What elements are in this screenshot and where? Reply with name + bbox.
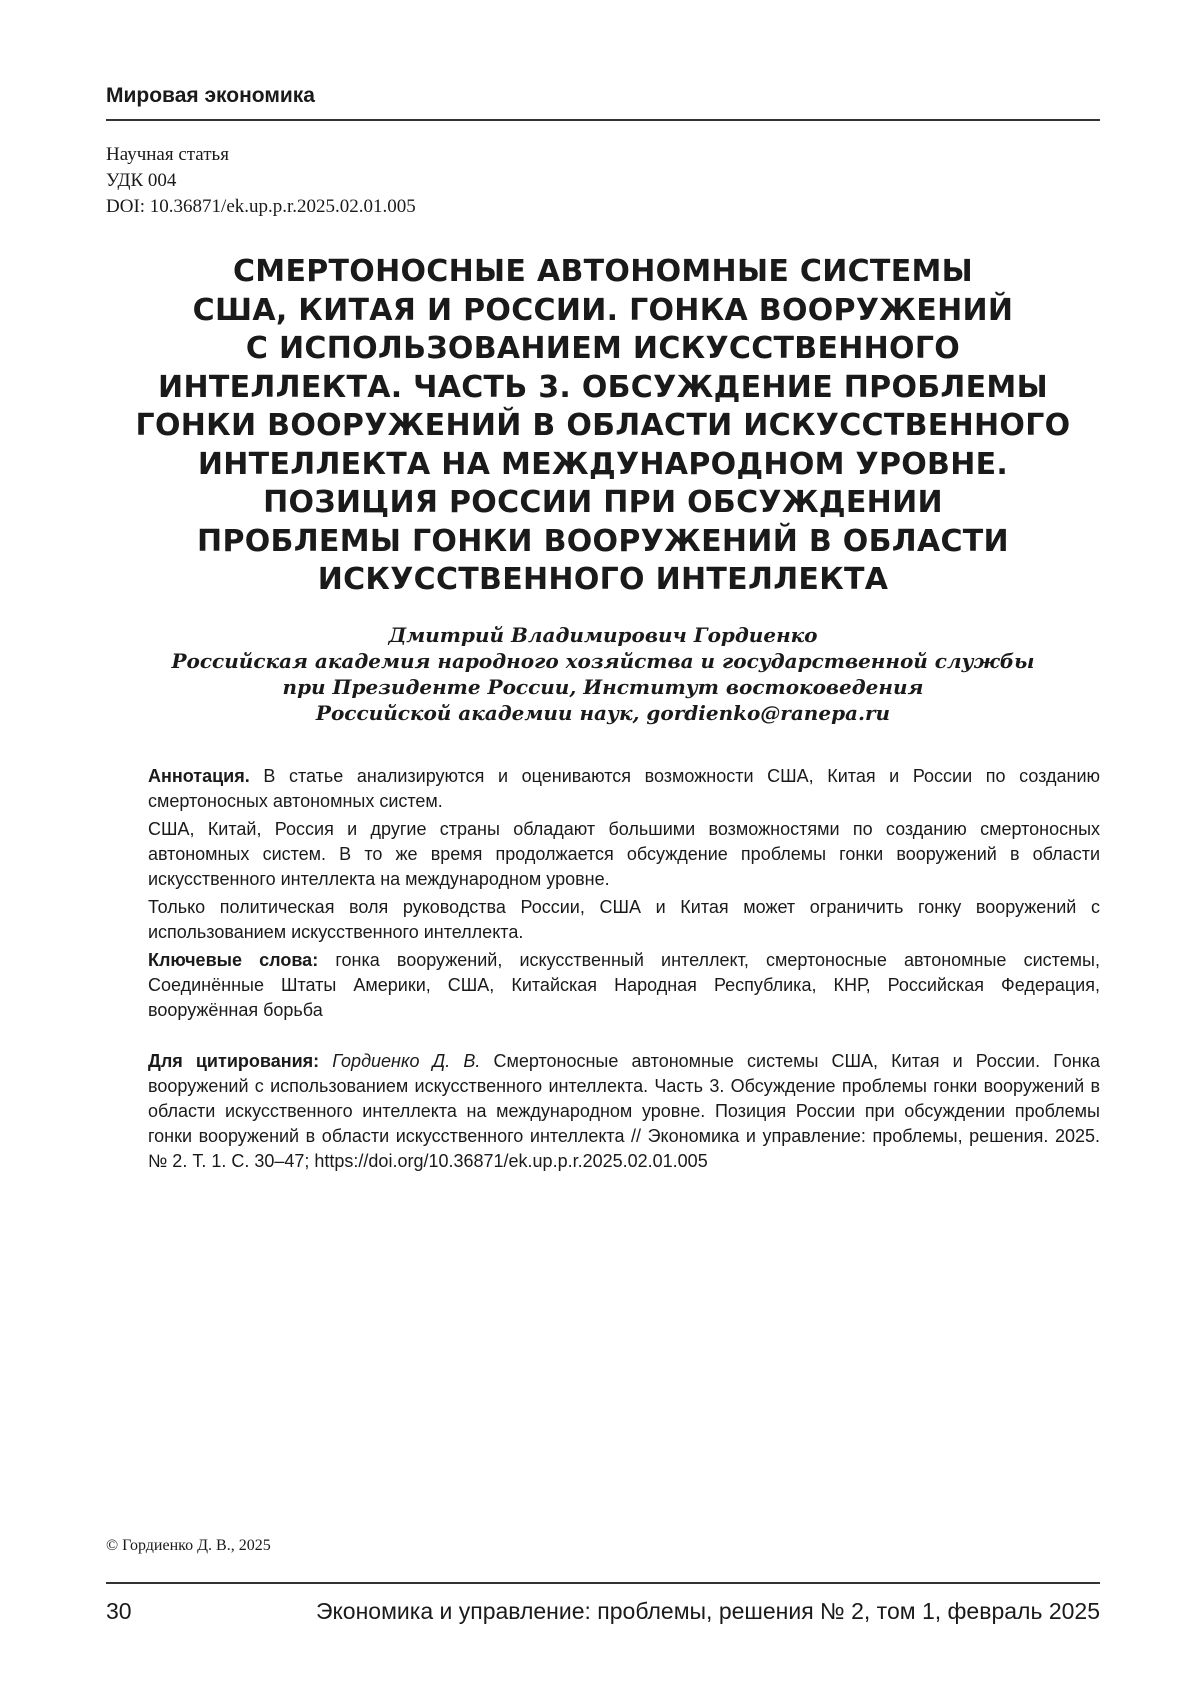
abstract-text: В статье анализируются и оцениваются возможности США, Китая и России по созданию смертоносных автономных систем.: [148, 766, 1100, 811]
footer: [106, 1598, 1100, 1625]
footer-rule: [106, 1582, 1100, 1584]
author-name: Дмитрий Владимирович Гордиенко: [106, 622, 1100, 648]
abstract-paragraph: Только политическая воля руководства России, США и Китая может ограничить гонку вооружений с использованием искусственного интеллекта.: [148, 895, 1100, 945]
copyright: © Гордиенко Д. В., 2025: [106, 1537, 271, 1555]
title-line: ПРОБЛЕМЫ ГОНКИ ВООРУЖЕНИЙ В ОБЛАСТИ: [106, 523, 1100, 562]
title-line: ГОНКИ ВООРУЖЕНИЙ В ОБЛАСТИ ИСКУССТВЕННОГО: [106, 407, 1100, 446]
abstract-label: Аннотация.: [148, 766, 250, 786]
title-line: ИНТЕЛЛЕКТА НА МЕЖДУНАРОДНОМ УРОВНЕ.: [106, 446, 1100, 485]
header-rule: [106, 119, 1100, 121]
title-line: ИНТЕЛЛЕКТА. ЧАСТЬ 3. ОБСУЖДЕНИЕ ПРОБЛЕМЫ: [106, 369, 1100, 408]
keywords-text: гонка вооружений, искусственный интеллект, смертоносные автономные системы, Соединённые Штаты Америки, США, Китайская Народная Республика, КНР, Российская Федерация, вооружённая борьба: [148, 950, 1100, 1020]
section-heading: Мировая экономика: [106, 84, 315, 108]
citation-text: Смертоносные автономные системы США, Китая и России. Гонка вооружений с использованием искусственного интеллекта. Часть 3. Обсуждение проблемы гонки вооружений в области искусственного интеллекта на международном уровне. Позиция России при обсуждении проблемы гонки вооружений в области искусственного интеллекта // Экономика и управление: проблемы, решения. 2025. № 2. Т. 1. С. 30–47; https://doi.org/10.36871/ek.up.p.r.2025.02.01.005: [148, 1051, 1100, 1171]
title-line: СМЕРТОНОСНЫЕ АВТОНОМНЫЕ СИСТЕМЫ: [106, 253, 1100, 292]
udk-code: УДК 004: [106, 168, 416, 194]
keywords-label: Ключевые слова:: [148, 950, 318, 970]
doi: DOI: 10.36871/ek.up.p.r.2025.02.01.005: [106, 194, 416, 220]
title-line: С ИСПОЛЬЗОВАНИЕМ ИСКУССТВЕННОГО: [106, 330, 1100, 369]
abstract-paragraph: США, Китай, Россия и другие страны обладают большими возможностями по созданию смертоносных автономных систем. В то же время продолжается обсуждение проблемы гонки вооружений в области искусственного интеллекта на международном уровне.: [148, 817, 1100, 892]
title-line: ПОЗИЦИЯ РОССИИ ПРИ ОБСУЖДЕНИИ: [106, 484, 1100, 523]
affiliation-line: при Президенте России, Институт востоковедения: [106, 674, 1100, 700]
citation-label: Для цитирования:: [148, 1051, 319, 1071]
article-meta: [106, 142, 416, 220]
page-number: 30: [106, 1598, 132, 1625]
affiliation-line: Российской академии наук, gordienko@ranepa.ru: [106, 700, 1100, 726]
citation-author: Гордиенко Д. В.: [332, 1051, 480, 1071]
abstract-paragraph: [148, 764, 1100, 814]
title-line: ИСКУССТВЕННОГО ИНТЕЛЛЕКТА: [106, 561, 1100, 600]
author-block: [106, 622, 1100, 726]
article-title: [106, 253, 1100, 600]
citation-paragraph: [148, 1049, 1100, 1174]
keywords: [148, 948, 1100, 1023]
affiliation-line: Российская академия народного хозяйства и государственной службы: [106, 648, 1100, 674]
title-line: США, КИТАЯ И РОССИИ. ГОНКА ВООРУЖЕНИЙ: [106, 292, 1100, 331]
citation: [148, 1049, 1100, 1177]
journal-info: Экономика и управление: проблемы, решения № 2, том 1, февраль 2025: [316, 1598, 1100, 1625]
article-type: Научная статья: [106, 142, 416, 168]
abstract: [148, 764, 1100, 1026]
page: [106, 0, 1100, 1698]
